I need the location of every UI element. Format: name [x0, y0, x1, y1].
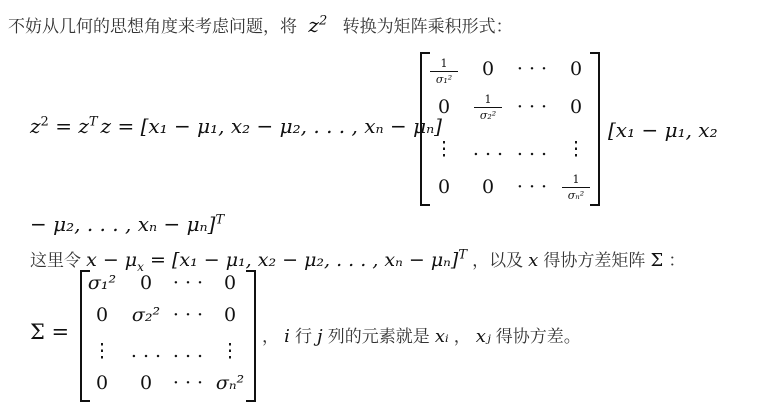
- m1-r1c3: · · ·: [516, 58, 548, 80]
- frac3-den: σₙ²: [567, 189, 585, 202]
- def-sigma: Σ: [650, 250, 664, 271]
- frac1-den: σ₁²: [435, 73, 453, 86]
- desc-sep: ，: [453, 327, 471, 347]
- frac1-num: 1: [440, 57, 448, 70]
- m1-r3c1: ⋮: [434, 138, 454, 160]
- m2-r1c3: · · ·: [172, 272, 204, 294]
- m1-r3c2: . . .: [472, 138, 504, 160]
- intro-var: [308, 13, 327, 37]
- desc-xi: xᵢ: [434, 326, 449, 347]
- desc-i: i: [284, 326, 290, 347]
- eq1-cont-text: − μ₂, . . . , xₙ − μₙ]: [30, 212, 216, 236]
- covariance-description: [262, 322, 581, 347]
- intro-var-name: z: [308, 13, 319, 37]
- def-suffix: 得协方差矩阵: [543, 251, 646, 271]
- eq1-row-vector: [x₁ − μ₁, x₂ − μ₂, . . . , xₙ − μₙ]: [140, 114, 442, 138]
- m2-r2c2: σ₂²: [131, 304, 161, 326]
- m1-r1c2: 0: [481, 58, 495, 80]
- eq1-z3: z: [100, 114, 112, 138]
- m2-r1c2: 0: [139, 272, 153, 294]
- def-formula-sub: x: [137, 259, 144, 274]
- m2-r4c1: 0: [95, 372, 109, 394]
- eq1-equals-2: =: [117, 114, 135, 138]
- m2-r4c2: 0: [139, 372, 153, 394]
- m1-r2c3: · · ·: [516, 96, 548, 118]
- desc-xj: xⱼ: [475, 326, 491, 347]
- m2-r2c3: · · ·: [172, 304, 204, 326]
- eq1-z: z: [30, 114, 41, 138]
- frac2-den: σ₂²: [479, 109, 497, 122]
- def-formula-main: x − μ: [86, 249, 138, 271]
- def-formula-rest: = [x₁ − μ₁, x₂ − μ₂, . . . , xₙ − μₙ]: [149, 249, 459, 271]
- m1-r3c3: . . .: [516, 138, 548, 160]
- eq1-cont-exp: T: [215, 212, 225, 228]
- desc-end: 得协方差。: [495, 327, 581, 347]
- frac3-bar: [562, 187, 590, 188]
- matrix1-frac-2: [470, 94, 506, 122]
- m2-r2c1: 0: [95, 304, 109, 326]
- matrix1-frac-3: [558, 174, 594, 202]
- m2-r4c4: σₙ²: [215, 372, 245, 394]
- def-mid: ，以及: [472, 251, 524, 271]
- m1-r1c4: 0: [569, 58, 583, 80]
- eq1-equals: =: [55, 114, 72, 138]
- eq1-z2: z: [78, 114, 89, 138]
- frac2-bar: [474, 107, 502, 108]
- m2-r3c4: ⋮: [220, 340, 240, 362]
- m1-r3c4: ⋮: [566, 138, 586, 160]
- frac1-bar: [430, 71, 458, 72]
- def-formula: [86, 247, 467, 274]
- equation-1-lhs: [30, 114, 442, 138]
- desc-text: 列的元素就是: [327, 327, 430, 347]
- intro-line: [8, 12, 513, 37]
- def-prefix: 这里令: [30, 251, 81, 271]
- intro-var-exp: 2: [318, 13, 328, 29]
- desc-row: 行: [294, 327, 312, 347]
- intro-text: 不妨从几何的思想角度来考虑问题，将: [8, 17, 297, 37]
- eq1-transpose: T: [88, 114, 98, 130]
- m1-r2c1: 0: [437, 96, 451, 118]
- m1-r2c4: 0: [569, 96, 583, 118]
- m1-r4c1: 0: [437, 176, 451, 198]
- m2-r4c3: · · ·: [172, 372, 204, 394]
- m1-r4c2: 0: [481, 176, 495, 198]
- frac3-num: 1: [572, 173, 580, 186]
- definition-line: [30, 246, 686, 274]
- m2-r3c1: ⋮: [92, 340, 112, 362]
- def-x: x: [528, 250, 539, 271]
- desc-j: j: [317, 326, 323, 347]
- def-formula-exp: T: [458, 247, 467, 263]
- def-colon: ：: [668, 251, 686, 271]
- matrix1-frac-1: [426, 58, 462, 86]
- m2-r3c3: . . .: [172, 340, 204, 362]
- m2-r1c4: 0: [223, 272, 237, 294]
- frac2-num: 1: [484, 93, 492, 106]
- desc-comma: ，: [262, 327, 279, 347]
- m2-r2c4: 0: [223, 304, 237, 326]
- intro-tail: 转换为矩阵乘积形式：: [342, 17, 513, 37]
- eq1-continuation: [30, 212, 224, 236]
- equation-2-lhs: Σ =: [30, 320, 70, 344]
- m1-r4c3: · · ·: [516, 176, 548, 198]
- m2-r3c2: . . .: [130, 340, 162, 362]
- eq1-right-vector: [x₁ − μ₁, x₂: [608, 118, 718, 142]
- eq1-z-exp: 2: [40, 114, 49, 130]
- m2-r1c1: σ₁²: [87, 272, 117, 294]
